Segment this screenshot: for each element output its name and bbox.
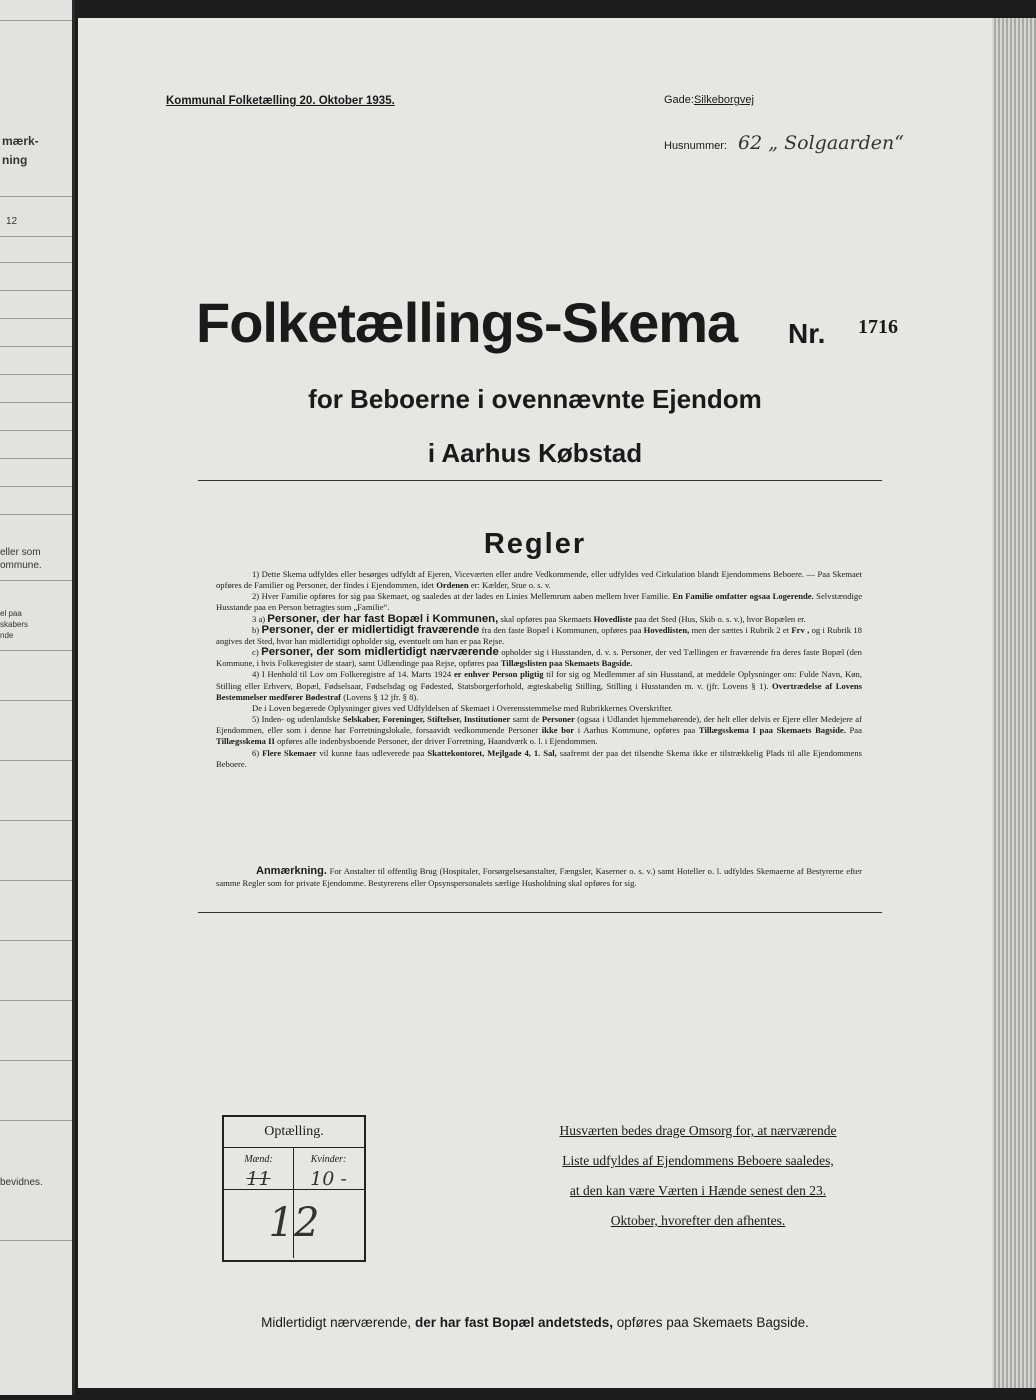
women-label: Kvinder:: [310, 1154, 347, 1165]
total-count: [224, 1189, 364, 1260]
landlord-note-line: Oktober, hvorefter den afhentes.: [610, 1213, 786, 1228]
rule-6: 6) Flere Skemaer vil kunne faas udleverede paa Skattekontoret, Mejlgade 4, 1. Sal, saafremt der paa det tilsendte Skema ikke er tilstrækkelig Plads til alle Ejendommens Beboere.: [216, 747, 863, 769]
facing-page-text: nde: [0, 631, 14, 640]
rule-3b: b) Personer, der er midlertidigt fraværende fra den faste Bopæl i Kommunen, opføres paa Hovedlisten, men der sættes i Rubrik 2 et Frv , og i Rubrik 18 angives det Sted, hvor han midlertidigt opholder sig, eventuelt om han er paa Rejse.: [216, 623, 862, 646]
rule-3a: 3 a) Personer, der har fast Bopæl i Kommunen, skal opføres paa Skemaets Hovedliste paa det Sted (Hus, Skib o. s. v.), hvor Bopælen er.: [252, 612, 806, 625]
landlord-note-line: at den kan være Værten i Hænde senest den 23.: [569, 1183, 827, 1198]
form-number-label: Nr.: [788, 318, 826, 349]
count-box: [222, 1115, 366, 1262]
rule-1: 1) Dette Skema udfyldes eller besørges udfyldt af Ejeren, Viceværten eller andre Vedkommende, eller udfyldes ved Cirkulation blandt Ejendommens Beboere. — Paa Skemaet opføres de Familier og Personer, der findes i Ejendommen, idet Ordenen er: Kælder, Stue o. s. v.: [216, 569, 862, 591]
total-value: 12: [268, 1200, 320, 1246]
street-label: Gade:: [664, 94, 694, 106]
rule-4b: De i Loven begærede Oplysninger gives ved Udfyldelsen af Skemaet i Overensstemmelse med Rubrikkernes Overskrifter.: [252, 702, 673, 713]
house-number-field: [664, 132, 904, 154]
form-number-value: 1716: [858, 316, 898, 338]
rule-4: 4) I Henhold til Lov om Folkeregistre af 14. Marts 1924 er enhver Person pligtig til for sig og Medlemmer af sin Husstand, at meddele Oplysninger om: Fulde Navn, Køn, Stilling eller Erhverv, Bopæl, Fødselsaar, Fødselsdag og Fødested, Statsborgerforhold, ægteskabelig Stilling, Stilling i Husstanden m. v. (jfr. Lovens § 1). Overtrædelse af Lovens Bestemmelser medfører Bødestraf (Lovens § 12 jfr. § 8).: [216, 669, 862, 702]
facing-page-fragment: [0, 0, 75, 1395]
facing-page-text: ning: [2, 153, 28, 167]
facing-page-text: el paa: [0, 609, 22, 618]
facing-page-text: bevidnes.: [0, 1177, 43, 1188]
note-text: For Anstalter til offentlig Brug (Hospitaler, Forsørgelsesanstalter, Fængsler, Kaserner o. s. v.) samt Hoteller o. l. udfyldes Skemaerne af Bestyrerne efter samme Regler som for private Ejendomme. Bestyrerens eller Opsynspersonalets særlige Husholdning skal opføres for sig.: [216, 866, 862, 888]
landlord-note-line: Liste udfyldes af Ejendommens Beboere saaledes,: [562, 1153, 834, 1168]
bottom-note: Midlertidigt nærværende, der har fast Bopæl andetsteds, opføres paa Skemaets Bagside.: [261, 1315, 809, 1330]
form-location: i Aarhus Købstad: [427, 438, 643, 468]
census-form-page: [78, 18, 992, 1388]
note-paragraph: [216, 866, 862, 889]
facing-page-text: ommune.: [0, 560, 42, 571]
count-box-title: Optælling.: [224, 1117, 364, 1148]
facing-page-text: mærk-: [2, 134, 39, 148]
census-header: Kommunal Folketælling 20. Oktober 1935.: [166, 95, 395, 107]
women-value: 10 -: [310, 1168, 347, 1190]
note-label: Anmærkning.: [256, 865, 327, 877]
landlord-note-line: Husværten bedes drage Omsorg for, at nærværende: [559, 1123, 837, 1138]
men-value: 11: [246, 1168, 271, 1190]
rule-3c: c) Personer, der som midlertidigt nærværende opholder sig i Husstanden, d. v. s. Personer, der ved Tællingen er fraværende fra deres faste Bopæl (den Kommune, i hvis Folkeregister de staar), samt Udlændinge paa Rejse, opføres paa Tillægslisten paa Skemaets Bagside.: [216, 646, 862, 669]
men-label: Mænd:: [244, 1154, 273, 1165]
form-subtitle: for Beboerne i ovennævnte Ejendom: [308, 384, 762, 414]
divider: [198, 912, 882, 913]
street-field: [664, 94, 754, 106]
facing-page-text: skabers: [0, 620, 29, 629]
divider: [198, 480, 882, 481]
form-title: Folketællings-Skema: [196, 291, 738, 354]
landlord-note: [533, 1116, 863, 1236]
house-number-label: Husnummer:: [664, 140, 727, 152]
house-number-value: 62 „ Solgaarden“: [738, 132, 904, 154]
rule-2: 2) Hver Familie opføres for sig paa Skemaet, og saaledes at der lades en Linies Mellemrum aaben mellem hver Familie. En Familie omfatter ogsaa Logerende. Selvstændige Husstande paa en Person betragtes som „Familie“.: [216, 591, 863, 613]
stacked-page-edges: [992, 18, 1036, 1388]
rules-heading: Regler: [483, 528, 587, 560]
rules-text: [216, 569, 862, 770]
facing-page-text: eller som: [0, 547, 41, 558]
street-value: Silkeborgvej: [693, 94, 754, 106]
rule-5: 5) Inden- og udenlandske Selskaber, Foreninger, Stiftelser, Institutioner samt de Personer (ogsaa i Udlandet hjemmehørende), der helt eller delvis er Ejere eller Medejere af Ejendommen, eller som i denne har Forretningslokale, forsaavidt vedkommende Personer ikke bor i Aarhus Kommune, opføres paa Tillægsskema I paa Skemaets Bagside. Paa Tillægsskema II opføres alle indenbysboende Personer, der driver Forretning, Haandværk o. l. i Ejendommen.: [216, 714, 862, 747]
facing-page-text: 12: [6, 216, 18, 227]
